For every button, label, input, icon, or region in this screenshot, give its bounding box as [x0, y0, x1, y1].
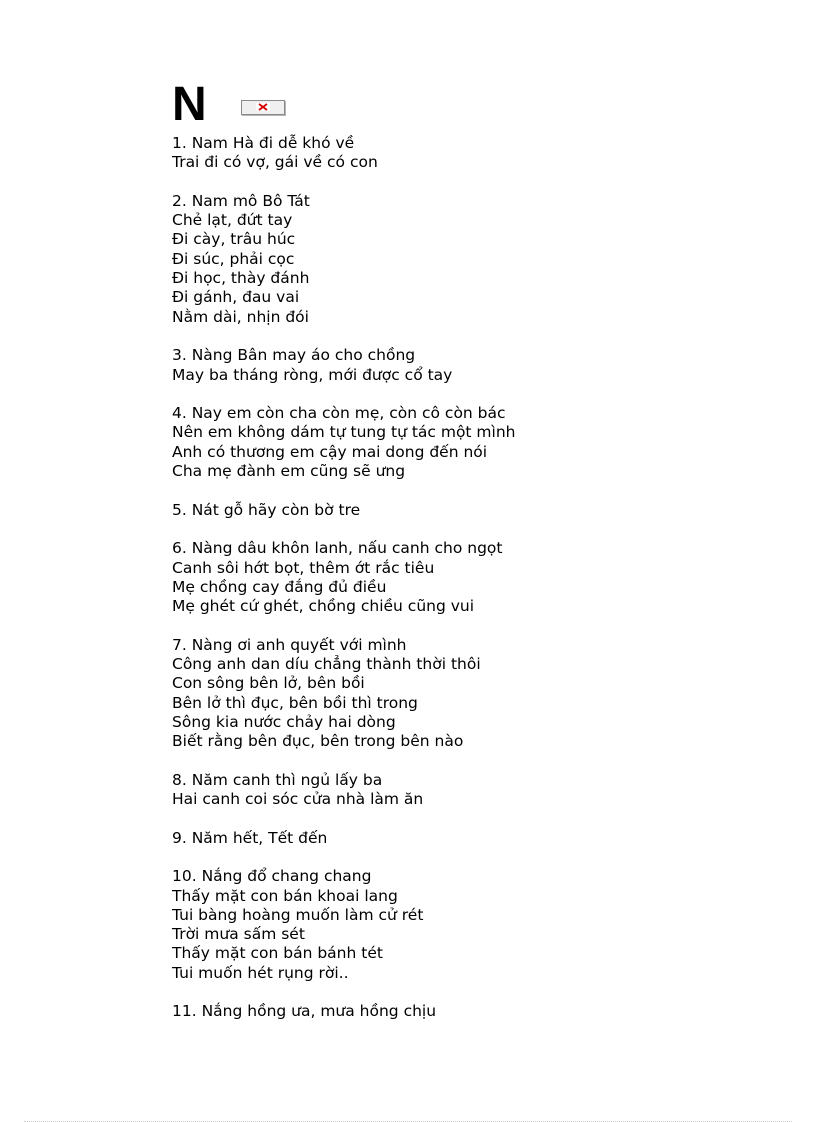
proverb-line: 3. Nàng Bân may áo cho chồng — [172, 346, 416, 365]
proverb-entry — [172, 346, 516, 385]
proverb-line: Mẹ chồng cay đắng đủ điều — [172, 577, 387, 596]
proverb-line: 8. Năm canh thì ngủ lấy ba — [172, 770, 383, 789]
proverb-entry — [172, 192, 516, 327]
proverb-line: 10. Nắng đổ chang chang — [172, 867, 372, 886]
proverb-entry — [172, 1002, 516, 1021]
proverb-line: 4. Nay em còn cha còn mẹ, còn cô còn bác — [172, 404, 506, 423]
proverb-line: Cha mẹ đành em cũng sẽ ưng — [172, 462, 406, 481]
proverb-entry — [172, 539, 516, 616]
proverb-line: Nằm dài, nhịn đói — [172, 307, 309, 326]
section-header — [172, 80, 285, 130]
proverb-line: Trời mưa sấm sét — [172, 925, 305, 944]
proverb-line: Hai canh coi sóc cửa nhà làm ăn — [172, 790, 424, 809]
proverb-entry — [172, 501, 516, 520]
proverb-line: Tui muốn hét rụng rời.. — [172, 963, 349, 982]
proverb-line: 5. Nát gỗ hãy còn bờ tre — [172, 500, 361, 519]
proverb-line: 6. Nàng dâu khôn lanh, nấu canh cho ngọt — [172, 539, 503, 558]
proverb-line: Nên em không dám tự tung tự tác một mình — [172, 423, 516, 442]
proverb-line: Con sông bên lở, bên bồi — [172, 674, 365, 693]
proverb-line: Thấy mặt con bán bánh tét — [172, 944, 383, 963]
proverb-line: Sông kia nước chảy hai dòng — [172, 712, 396, 731]
proverb-line: Tui bàng hoàng muốn làm cử rét — [172, 905, 424, 924]
proverb-line: May ba tháng ròng, mới được cổ tay — [172, 365, 453, 384]
proverb-line: Công anh dan díu chẳng thành thời thôi — [172, 655, 481, 674]
proverb-line: 9. Năm hết, Tết đến — [172, 828, 328, 847]
broken-image-icon — [241, 100, 285, 115]
proverb-line: Thấy mặt con bán khoai lang — [172, 886, 398, 905]
proverb-list — [172, 134, 516, 1041]
proverb-entry — [172, 134, 516, 173]
proverb-line: Biết rằng bên đục, bên trong bên nào — [172, 732, 464, 751]
proverb-line: Trai đi có vợ, gái về có con — [172, 153, 378, 172]
proverb-line: 1. Nam Hà đi dễ khó về — [172, 134, 355, 152]
proverb-line: Đi học, thày đánh — [172, 269, 310, 288]
proverb-entry — [172, 636, 516, 752]
proverb-entry — [172, 867, 516, 983]
proverb-line: Đi súc, phải cọc — [172, 249, 295, 268]
proverb-entry — [172, 771, 516, 810]
proverb-line: 11. Nắng hồng ưa, mưa hồng chịu — [172, 1002, 437, 1021]
proverb-line: Anh có thương em cậy mai dong đến nói — [172, 442, 488, 461]
proverb-line: Mẹ ghét cứ ghét, chồng chiều cũng vui — [172, 597, 475, 616]
proverb-line: Đi gánh, đau vai — [172, 288, 300, 307]
proverb-line: Bên lở thì đục, bên bồi thì trong — [172, 693, 418, 712]
proverb-line: Canh sôi hớt bọt, thêm ớt rắc tiêu — [172, 558, 435, 577]
proverb-entry — [172, 829, 516, 848]
section-letter: N — [172, 78, 207, 131]
page-bottom-divider — [24, 1121, 792, 1122]
proverb-line: 2. Nam mô Bô Tát — [172, 191, 310, 210]
proverb-line: Chẻ lạt, đứt tay — [172, 211, 293, 230]
proverb-line: Đi cày, trâu húc — [172, 230, 296, 249]
proverb-line: 7. Nàng ơi anh quyết với mình — [172, 635, 407, 654]
proverb-entry — [172, 404, 516, 481]
